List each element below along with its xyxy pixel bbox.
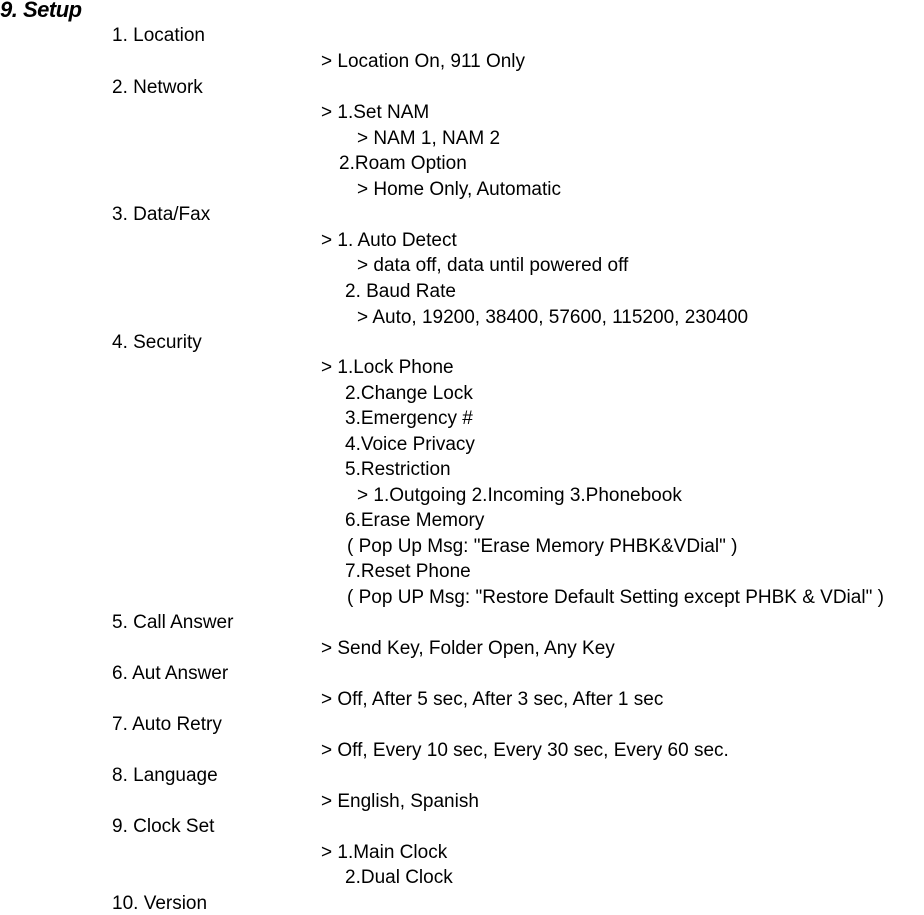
clock-set-dual-clock: 2.Dual Clock xyxy=(345,867,453,888)
section-call-answer-heading: 5. Call Answer xyxy=(112,612,234,633)
location-options: > Location On, 911 Only xyxy=(321,51,526,72)
call-answer-options: > Send Key, Folder Open, Any Key xyxy=(321,638,615,659)
section-aut-answer-heading: 6. Aut Answer xyxy=(112,663,229,684)
network-roam-option: 2.Roam Option xyxy=(339,153,467,174)
section-network-heading: 2. Network xyxy=(112,77,203,98)
aut-answer-options: > Off, After 5 sec, After 3 sec, After 1 sec xyxy=(321,689,664,710)
security-emergency: 3.Emergency # xyxy=(345,408,473,429)
section-language-heading: 8. Language xyxy=(112,765,218,786)
data-fax-baud-rate: 2. Baud Rate xyxy=(345,281,456,302)
network-set-nam: > 1.Set NAM xyxy=(321,102,430,123)
section-security-heading: 4. Security xyxy=(112,332,202,353)
security-reset-phone-popup: ( Pop UP Msg: "Restore Default Setting except PHBK & VDial" ) xyxy=(347,587,884,608)
section-version-heading: 10. Version xyxy=(112,893,208,914)
data-fax-auto-detect-options: > data off, data until powered off xyxy=(357,255,629,276)
network-set-nam-options: > NAM 1, NAM 2 xyxy=(357,128,501,149)
security-voice-privacy: 4.Voice Privacy xyxy=(345,434,475,455)
page-title: 9. Setup xyxy=(0,0,82,22)
security-erase-memory-popup: ( Pop Up Msg: "Erase Memory PHBK&VDial" ) xyxy=(347,536,738,557)
data-fax-auto-detect: > 1. Auto Detect xyxy=(321,230,457,251)
section-data-fax-heading: 3. Data/Fax xyxy=(112,204,211,225)
language-options: > English, Spanish xyxy=(321,791,479,812)
section-clock-set-heading: 9. Clock Set xyxy=(112,816,215,837)
security-restriction-options: > 1.Outgoing 2.Incoming 3.Phonebook xyxy=(357,485,682,506)
security-restriction: 5.Restriction xyxy=(345,459,451,480)
network-roam-option-options: > Home Only, Automatic xyxy=(357,179,561,200)
clock-set-main-clock: > 1.Main Clock xyxy=(321,842,448,863)
data-fax-baud-rate-options: > Auto, 19200, 38400, 57600, 115200, 230400 xyxy=(357,307,749,328)
section-auto-retry-heading: 7. Auto Retry xyxy=(112,714,222,735)
section-location-heading: 1. Location xyxy=(112,25,205,46)
security-reset-phone: 7.Reset Phone xyxy=(345,561,471,582)
security-erase-memory: 6.Erase Memory xyxy=(345,510,485,531)
security-change-lock: 2.Change Lock xyxy=(345,383,473,404)
auto-retry-options: > Off, Every 10 sec, Every 30 sec, Every 60 sec. xyxy=(321,740,729,761)
security-lock-phone: > 1.Lock Phone xyxy=(321,357,454,378)
